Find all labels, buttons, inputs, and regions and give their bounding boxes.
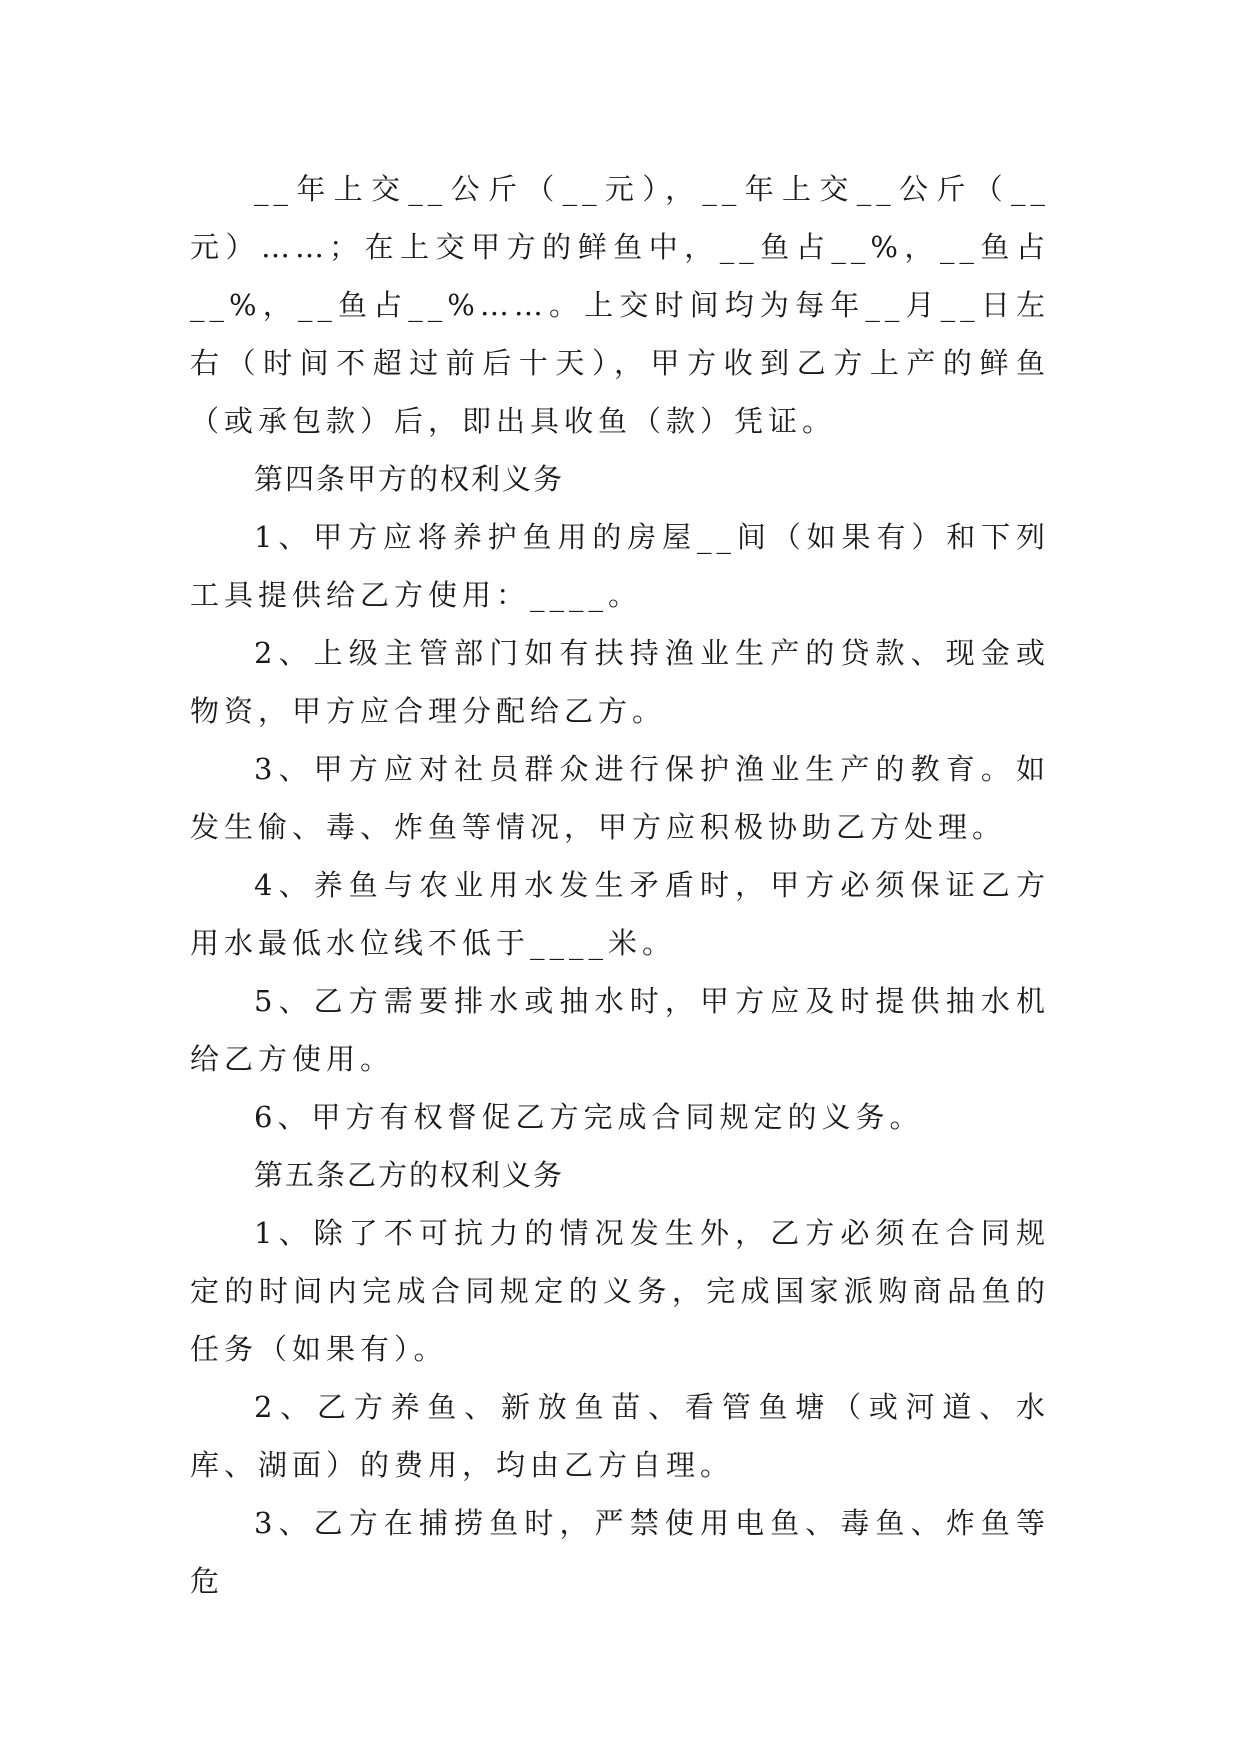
article-4-item-2: 2、上级主管部门如有扶持渔业生产的贷款、现金或物资，甲方应合理分配给乙方。 bbox=[190, 636, 1050, 728]
article-5-item-3: 3、乙方在捕捞鱼时，严禁使用电鱼、毒鱼、炸鱼等危 bbox=[190, 1506, 1050, 1598]
article-4-item-3: 3、甲方应对社员群众进行保护渔业生产的教育。如发生偷、毒、炸鱼等情况，甲方应积极协助乙方处理。 bbox=[190, 752, 1050, 844]
paragraph-delivery-terms: __年上交__公斤（__元），__年上交__公斤（__元）……；在上交甲方的鲜鱼中，__鱼占__%，__鱼占__%，__鱼占__%……。上交时间均为每年__月__日左右（时间不超过前后十天），甲方收到乙方上产的鲜鱼（或承包款）后，即出具收鱼（款）凭证。 bbox=[190, 172, 1050, 438]
article-4-item-5: 5、乙方需要排水或抽水时，甲方应及时提供抽水机给乙方使用。 bbox=[190, 984, 1050, 1076]
article-4-item-1: 1、甲方应将养护鱼用的房屋__间（如果有）和下列工具提供给乙方使用：____。 bbox=[190, 520, 1050, 612]
article-4-heading: 第四条甲方的权利义务 bbox=[254, 462, 565, 496]
article-5-item-2: 2、乙方养鱼、新放鱼苗、看管鱼塘（或河道、水库、湖面）的费用，均由乙方自理。 bbox=[190, 1390, 1050, 1482]
article-5-item-1: 1、除了不可抗力的情况发生外，乙方必须在合同规定的时间内完成合同规定的义务，完成国家派购商品鱼的任务（如果有）。 bbox=[190, 1216, 1050, 1366]
article-4-item-4: 4、养鱼与农业用水发生矛盾时，甲方必须保证乙方用水最低水位线不低于____米。 bbox=[190, 868, 1050, 960]
article-4-item-6: 6、甲方有权督促乙方完成合同规定的义务。 bbox=[254, 1100, 924, 1134]
document-body bbox=[190, 160, 1050, 1610]
article-5-heading: 第五条乙方的权利义务 bbox=[254, 1158, 565, 1192]
